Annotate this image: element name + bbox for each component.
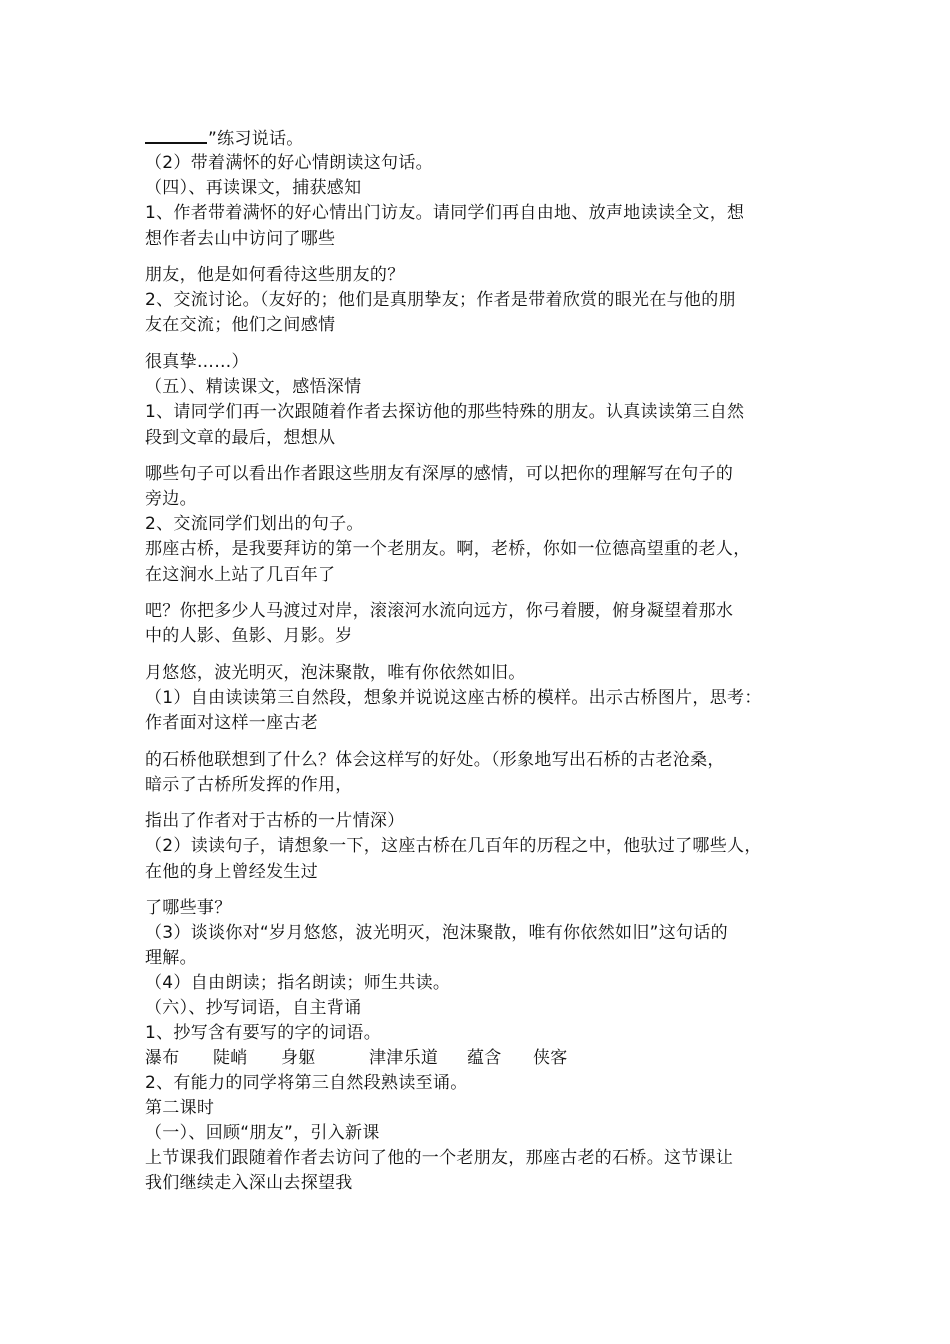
text-line: 友在交流；他们之间感情 xyxy=(145,315,336,335)
section-heading: （五）、精读课文，感悟深情 xyxy=(145,377,362,397)
text-line: 旁边。 xyxy=(145,489,197,509)
word-item: 津津乐道 xyxy=(369,1048,439,1068)
text-line: （2）带着满怀的好心情朗读这句话。 xyxy=(145,153,433,173)
word-item: 蕴含 xyxy=(467,1048,502,1068)
text-line: 1、请同学们再一次跟随着作者去探访他的那些特殊的朋友。认真读读第三自然 xyxy=(145,402,745,422)
text-line: 的石桥他联想到了什么？体会这样写的好处。（形象地写出石桥的古老沧桑， xyxy=(145,750,725,770)
text-line: 哪些句子可以看出作者跟这些朋友有深厚的感情，可以把你的理解写在句子的 xyxy=(145,464,734,484)
text-line: 很真挚……） xyxy=(145,352,249,372)
fill-in-blank xyxy=(145,126,207,144)
text-line: 我们继续走入深山去探望我 xyxy=(145,1173,353,1193)
text-line: 理解。 xyxy=(145,948,197,968)
section-heading: （一）、回顾“朋友”，引入新课 xyxy=(145,1123,380,1143)
text-line: 2、交流同学们划出的句子。 xyxy=(145,514,364,534)
text-line xyxy=(145,126,304,150)
text-line-content: ”练习说话。 xyxy=(208,129,304,149)
text-line: 暗示了古桥所发挥的作用， xyxy=(145,775,353,795)
text-line: 2、交流讨论。（友好的；他们是真朋挚友；作者是带着欣赏的眼光在与他的朋 xyxy=(145,290,736,310)
text-line: 了哪些事？ xyxy=(145,898,232,918)
word-list xyxy=(145,1047,593,1069)
text-line: 朋友，他是如何看待这些朋友的？ xyxy=(145,265,405,285)
section-heading: （四）、再读课文，捕获感知 xyxy=(145,178,362,198)
text-line: 在这涧水上站了几百年了 xyxy=(145,565,336,585)
word-item: 身躯 xyxy=(281,1048,316,1068)
text-line: 段到文章的最后，想想从 xyxy=(145,428,336,448)
text-line: 作者面对这样一座古老 xyxy=(145,713,318,733)
text-line: 想作者去山中访问了哪些 xyxy=(145,229,336,249)
text-line: （4）自由朗读；指名朗读；师生共读。 xyxy=(145,973,451,993)
text-line: 那座古桥，是我要拜访的第一个老朋友。啊，老桥，你如一位德高望重的老人， xyxy=(145,539,751,559)
text-line: 在他的身上曾经发生过 xyxy=(145,862,318,882)
text-line: 中的人影、鱼影、月影。岁 xyxy=(145,626,353,646)
text-line: （2）读读句子，请想象一下，这座古桥在几百年的历程之中，他驮过了哪些人， xyxy=(145,836,762,856)
text-line: 指出了作者对于古桥的一片情深） xyxy=(145,811,405,831)
text-line: 吧？你把多少人马渡过对岸，滚滚河水流向远方，你弓着腰，俯身凝望着那水 xyxy=(145,601,734,621)
text-line: （3）谈谈你对“岁月悠悠，波光明灭，泡沫聚散，唯有你依然如旧”这句话的 xyxy=(145,923,728,943)
text-line: （1）自由读读第三自然段，想象并说说这座古桥的模样。出示古桥图片，思考： xyxy=(145,688,762,708)
lesson-heading: 第二课时 xyxy=(145,1098,215,1118)
word-item: 瀑布 xyxy=(145,1048,180,1068)
word-item: 陡峭 xyxy=(213,1048,248,1068)
text-line: 月悠悠，波光明灭，泡沫聚散，唯有你依然如旧。 xyxy=(145,663,526,683)
text-line: 1、作者带着满怀的好心情出门访友。请同学们再自由地、放声地读读全文，想 xyxy=(145,203,745,223)
section-heading: （六）、抄写词语，自主背诵 xyxy=(145,998,362,1018)
text-line: 2、有能力的同学将第三自然段熟读至诵。 xyxy=(145,1073,468,1093)
word-item: 侠客 xyxy=(533,1048,568,1068)
text-line: 上节课我们跟随着作者去访问了他的一个老朋友，那座古老的石桥。这节课让 xyxy=(145,1148,734,1168)
text-line: 1、抄写含有要写的字的词语。 xyxy=(145,1023,382,1043)
